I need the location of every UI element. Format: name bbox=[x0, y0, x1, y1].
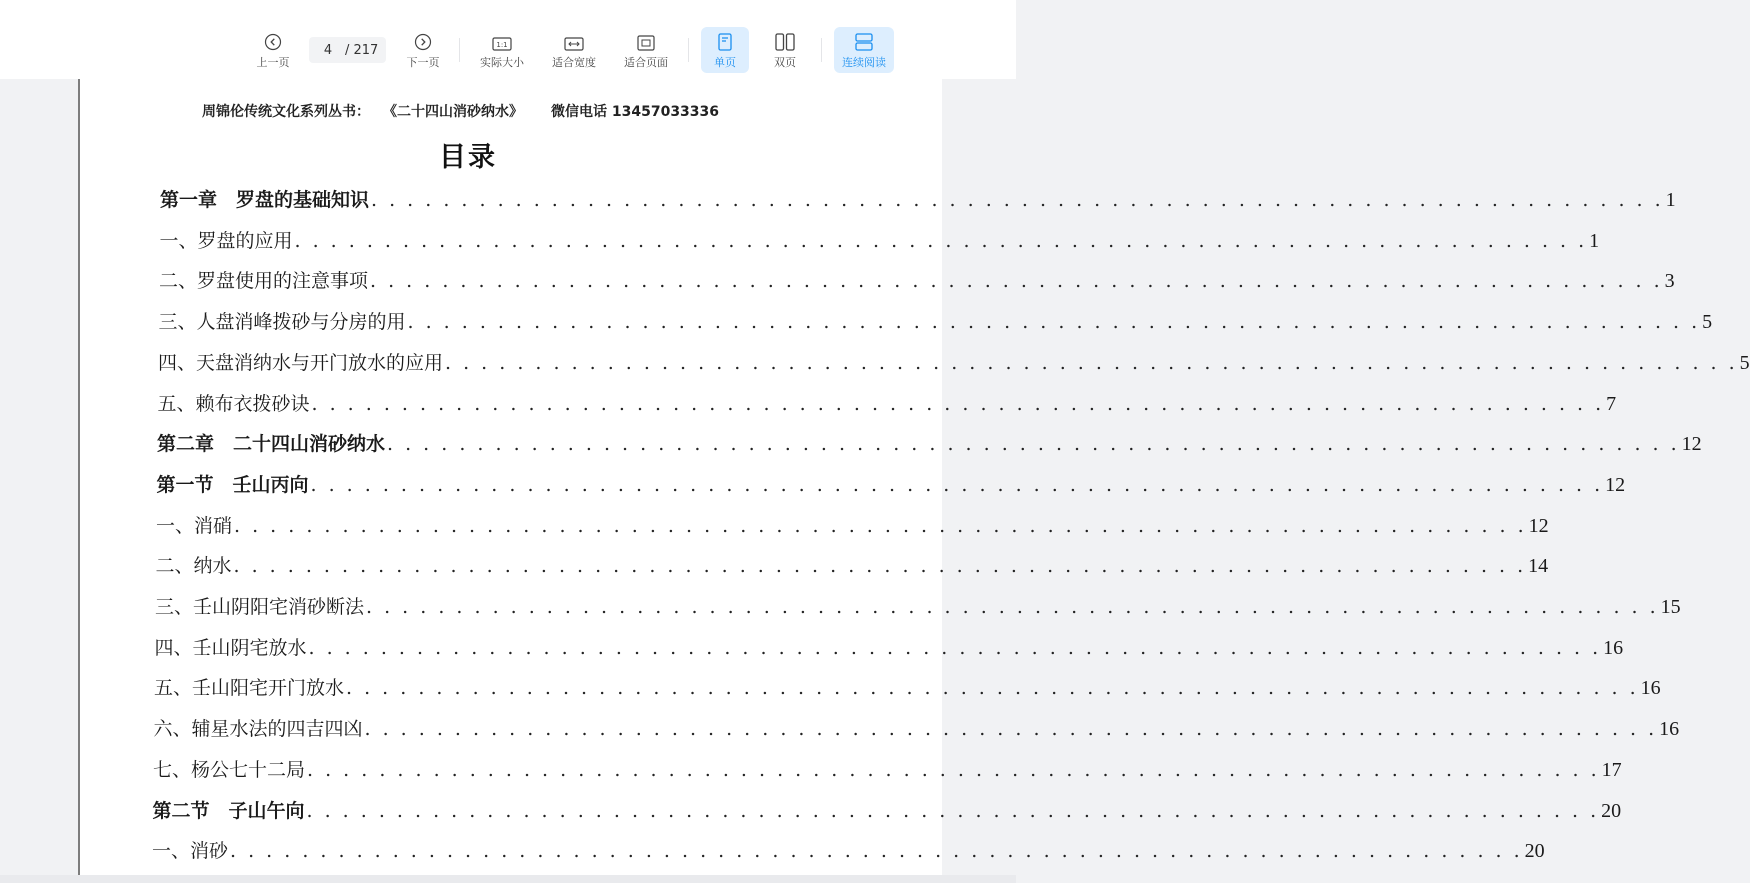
chevron-left-circle-icon bbox=[264, 31, 282, 51]
toc-entry-page: 16 bbox=[1603, 636, 1624, 659]
toc-entry-page: 14 bbox=[1528, 555, 1549, 578]
toc-leader-dots: . . . . . . . . . . . . . . . . . . . . . . . . . . . . . . . . . . . . . . . . . . . . . . . . . . . . . . . . . . . . . . . . . . . . . . . . bbox=[366, 596, 1659, 618]
single-page-icon bbox=[718, 31, 732, 51]
toc-entry-page: 1 bbox=[1589, 229, 1600, 252]
toc-entry bbox=[154, 673, 1661, 700]
toc-entry bbox=[154, 633, 1624, 660]
toc-leader-dots: . . . . . . . . . . . . . . . . . . . . . . . . . . . . . . . . . . . . . . . . . . . . . . . . . . . . . . . . . . . . . . . . . . . . . . . . bbox=[294, 229, 1588, 252]
toc-leader-dots: . . . . . . . . . . . . . . . . . . . . . . . . . . . . . . . . . . . . . . . . . . . . . . . . . . . . . . . . . . . . . . . . . . . . . . . . bbox=[364, 718, 1658, 741]
toc-leader-dots: . . . . . . . . . . . . . . . . . . . . . . . . . . . . . . . . . . . . . . . . . . . . . . . . . . . . . . . . . . . . . . . . . . . . . . . . bbox=[407, 311, 1701, 334]
document-header bbox=[202, 101, 739, 121]
toc-entry-title: 一、罗盘的应用 bbox=[159, 229, 293, 252]
actual-size-label: 实际大小 bbox=[480, 56, 524, 69]
continuous-reading-button[interactable] bbox=[834, 27, 894, 73]
toc-entry bbox=[152, 836, 1545, 863]
toc-leader-dots: . . . . . . . . . . . . . . . . . . . . . . . . . . . . . . . . . . . . . . . . . . . . . . . . . . . . . . . . . . . . . . . . . . . . . . . . bbox=[346, 677, 1639, 700]
fit-width-button[interactable] bbox=[547, 27, 601, 73]
toc-entry-page: 12 bbox=[1605, 473, 1626, 496]
continuous-reading-label: 连续阅读 bbox=[842, 56, 886, 69]
prev-page-label: 上一页 bbox=[256, 56, 290, 69]
toc-entry-page: 5 bbox=[1739, 351, 1750, 374]
bottom-scroll-area bbox=[0, 875, 1016, 883]
toc-entry-title: 三、人盘消峰拨砂与分房的用 bbox=[158, 311, 406, 334]
toc-entry-title: 四、天盘消纳水与开门放水的应用 bbox=[158, 351, 444, 374]
double-page-button[interactable] bbox=[763, 27, 807, 73]
toc-entry bbox=[159, 226, 1600, 253]
toc-entry-title: 二、罗盘使用的注意事项 bbox=[159, 270, 369, 293]
toc-leader-dots: . . . . . . . . . . . . . . . . . . . . . . . . . . . . . . . . . . . . . . . . . . . . . . . . . . . . . . . . . . . . . . . . . . . . . . . . bbox=[234, 514, 1527, 537]
toc-entry-page: 12 bbox=[1681, 433, 1702, 456]
next-page-label: 下一页 bbox=[406, 56, 440, 69]
toc-leader-dots: . . . . . . . . . . . . . . . . . . . . . . . . . . . . . . . . . . . . . . . . . . . . . . . . . . . . . . . . . . . . . . . . . . . . . . . . bbox=[371, 189, 1664, 211]
fit-width-icon bbox=[564, 31, 584, 51]
total-pages: / 217 bbox=[345, 42, 379, 58]
toc-entry-page: 3 bbox=[1664, 270, 1675, 293]
toolbar-divider bbox=[688, 38, 689, 62]
toc-leader-dots: . . . . . . . . . . . . . . . . . . . . . . . . . . . . . . . . . . . . . . . . . . . . . . . . . . . . . . . . . . . . . . . . . . . . . . . . bbox=[230, 840, 1523, 863]
page-number-input[interactable] bbox=[313, 43, 343, 58]
toc-entry-page: 16 bbox=[1640, 677, 1661, 700]
toc-entry-title: 五、壬山阳宅开门放水 bbox=[154, 677, 345, 700]
toc-leader-dots: . . . . . . . . . . . . . . . . . . . . . . . . . . . . . . . . . . . . . . . . . . . . . . . . . . . . . . . . . . . . . . . . . . . . . . . . bbox=[311, 392, 1605, 415]
toc-leader-dots: . . . . . . . . . . . . . . . . . . . . . . . . . . . . . . . . . . . . . . . . . . . . . . . . . . . . . . . . . . . . . . . . . . . . . . . . bbox=[370, 270, 1663, 293]
header-book-title: 《二十四山消砂纳水》 bbox=[390, 104, 523, 120]
fit-page-button[interactable] bbox=[619, 27, 673, 73]
toc-entry-page: 5 bbox=[1702, 311, 1713, 334]
double-page-label: 双页 bbox=[774, 56, 796, 69]
toolbar-divider bbox=[821, 38, 822, 62]
page-number-box bbox=[309, 37, 386, 63]
toc-entry-page: 15 bbox=[1660, 596, 1681, 618]
svg-text:1:1: 1:1 bbox=[496, 41, 508, 49]
actual-size-button[interactable] bbox=[475, 27, 529, 73]
toc-entry-title: 一、消硝 bbox=[156, 514, 233, 537]
toc-entry-title: 二、纳水 bbox=[155, 555, 232, 578]
toc-entry-title: 第一节 壬山丙向 bbox=[156, 473, 309, 496]
toc-entry-title: 第一章 罗盘的基础知识 bbox=[160, 189, 370, 211]
toc-entry-page: 12 bbox=[1528, 514, 1549, 537]
toc-leader-dots: . . . . . . . . . . . . . . . . . . . . . . . . . . . . . . . . . . . . . . . . . . . . . . . . . . . . . . . . . . . . . . . . . . . . . . . . bbox=[310, 473, 1604, 496]
viewer-toolbar bbox=[0, 0, 1016, 79]
toc-leader-dots: . . . . . . . . . . . . . . . . . . . . . . . . . . . . . . . . . . . . . . . . . . . . . . . . . . . . . . . . . . . . . . . . . . . . . . . . bbox=[445, 351, 1738, 374]
next-page-button[interactable] bbox=[402, 27, 444, 73]
toc-entry-page: 20 bbox=[1524, 840, 1545, 863]
toc-entry-title: 四、壬山阴宅放水 bbox=[154, 636, 307, 659]
toc-entry-page: 16 bbox=[1659, 718, 1680, 741]
toc-entry-title: 三、壬山阴阳宅消砂断法 bbox=[155, 596, 365, 618]
chevron-right-circle-icon bbox=[414, 31, 432, 51]
toc-entry bbox=[157, 389, 1617, 416]
toc-entry bbox=[158, 307, 1713, 334]
toc-entry-title: 六、辅星水法的四吉四凶 bbox=[153, 718, 363, 741]
header-contact: 微信电话 13457033336 bbox=[551, 104, 720, 120]
actual-size-icon bbox=[492, 31, 512, 51]
toc-entry bbox=[155, 592, 1681, 619]
double-page-icon bbox=[775, 31, 795, 51]
document-page bbox=[78, 79, 1750, 875]
toc-entry bbox=[157, 429, 1702, 456]
toc-entry bbox=[153, 714, 1680, 741]
toc-leader-dots: . . . . . . . . . . . . . . . . . . . . . . . . . . . . . . . . . . . . . . . . . . . . . . . . . . . . . . . . . . . . . . . . . . . . . . . . bbox=[307, 758, 1600, 781]
toc-entry-title: 五、赖布衣拨砂诀 bbox=[157, 392, 310, 415]
fit-width-label: 适合宽度 bbox=[552, 56, 596, 69]
toc-entry-title: 第二节 子山午向 bbox=[152, 799, 305, 822]
toc-entry bbox=[156, 511, 1549, 538]
toc-title: 目录 bbox=[439, 142, 497, 173]
toc-entry bbox=[158, 348, 1750, 375]
fit-page-label: 适合页面 bbox=[624, 56, 668, 69]
toolbar-divider bbox=[459, 38, 460, 62]
toc-entry-title: 第二章 二十四山消砂纳水 bbox=[157, 433, 386, 456]
toc-entry bbox=[155, 551, 1549, 578]
single-page-label: 单页 bbox=[714, 56, 736, 69]
toc-entry bbox=[152, 796, 1622, 823]
toc-entry bbox=[160, 185, 1676, 212]
toc-entry-page: 7 bbox=[1606, 392, 1617, 415]
toc-entry-title: 一、消砂 bbox=[152, 840, 229, 863]
toc-entry-page: 17 bbox=[1601, 758, 1622, 781]
prev-page-button[interactable] bbox=[252, 27, 294, 73]
toc-entry bbox=[156, 470, 1626, 497]
toc-leader-dots: . . . . . . . . . . . . . . . . . . . . . . . . . . . . . . . . . . . . . . . . . . . . . . . . . . . . . . . . . . . . . . . . . . . . . . . . bbox=[387, 433, 1680, 456]
toc-leader-dots: . . . . . . . . . . . . . . . . . . . . . . . . . . . . . . . . . . . . . . . . . . . . . . . . . . . . . . . . . . . . . . . . . . . . . . . . bbox=[233, 555, 1527, 578]
toc-entry bbox=[159, 266, 1675, 293]
toc-entry bbox=[153, 755, 1622, 782]
toc-leader-dots: . . . . . . . . . . . . . . . . . . . . . . . . . . . . . . . . . . . . . . . . . . . . . . . . . . . . . . . . . . . . . . . . . . . . . . . . bbox=[306, 799, 1600, 822]
single-page-button[interactable] bbox=[701, 27, 749, 73]
fit-page-icon bbox=[637, 31, 655, 51]
toc-entry-page: 20 bbox=[1601, 799, 1622, 822]
continuous-reading-icon bbox=[855, 31, 873, 51]
toc-entry-title: 七、杨公七十二局 bbox=[153, 758, 306, 781]
toc-leader-dots: . . . . . . . . . . . . . . . . . . . . . . . . . . . . . . . . . . . . . . . . . . . . . . . . . . . . . . . . . . . . . . . . . . . . . . . . bbox=[308, 636, 1602, 659]
toc-entry-page: 1 bbox=[1665, 189, 1676, 211]
header-series: 周锦伦传统文化系列丛书： bbox=[202, 104, 370, 120]
